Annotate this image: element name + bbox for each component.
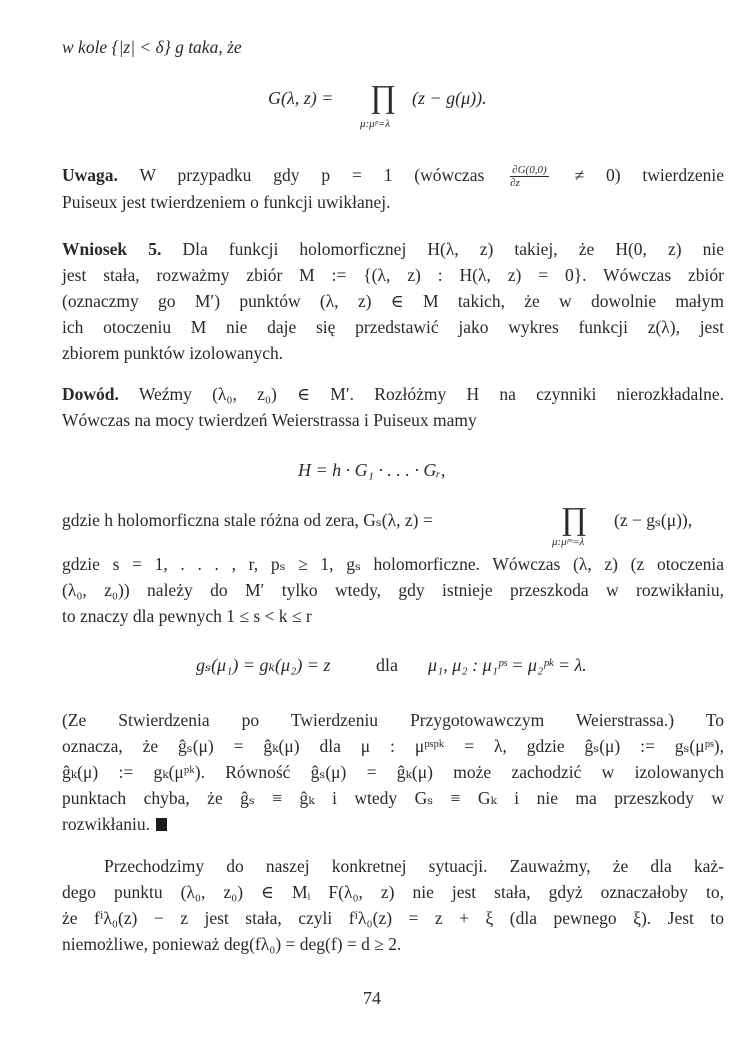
fraction-denominator: ∂z	[510, 177, 520, 190]
proof3-line-4: punktach chyba, że ĝₛ ≡ ĝₖ i wtedy Gₛ ≡ Gₖ i nie ma przeszkody w	[62, 788, 724, 808]
final-line-1: Przechodzimy do naszej konkretnej sytuacji. Zauważmy, że dla każ-	[104, 856, 724, 876]
proof2-product-subscript: μ:μᵖˢ=λ	[552, 536, 585, 548]
final-line-4: niemożliwe, ponieważ deg(fλ₀) = deg(f) = d ≥ 2.	[62, 934, 402, 954]
corollary-label: Wniosek 5.	[62, 239, 162, 259]
proof-text-1: Weźmy (λ₀, z₀) ∈ M′. Rozłóżmy H na czynniki nierozkładalne.	[138, 384, 724, 404]
remark-label: Uwaga.	[62, 165, 118, 185]
proof-label: Dowód.	[62, 384, 119, 404]
proof3-line-3: ĝₖ(μ) := gₖ(μᵖᵏ). Równość ĝₛ(μ) = ĝₖ(μ) może zachodzić w izolowanych	[62, 762, 724, 782]
corollary-text-1: Dla funkcji holomorficznej H(λ, z) takiej, że H(0, z) nie	[182, 239, 725, 259]
remark-line-2: Puiseux jest twierdzeniem o funkcji uwikłanej.	[62, 192, 391, 213]
proof2-paragraph	[62, 551, 724, 629]
corollary-line-5: zbiorem punktów izolowanych.	[62, 343, 284, 363]
equation-factorization: H = h · G₁ · . . . · Gᵣ,	[298, 460, 446, 480]
fraction-numerator: ∂G(0,0)	[512, 164, 547, 177]
proof3-text-5: rozwikłaniu.	[62, 814, 150, 834]
proof3-line-5	[62, 811, 724, 837]
remark-text-a: W przypadku gdy p = 1 (wówczas	[139, 165, 485, 185]
intro-paragraph	[62, 34, 724, 60]
proof3-line-2: oznacza, że ĝₛ(μ) = ĝₖ(μ) dla μ : μᵖˢᵖᵏ = λ, gdzie ĝₛ(μ) := gₛ(μᵖˢ),	[62, 736, 724, 756]
eq3-lhs: gₛ(μ₁) = gₖ(μ₂) = z	[196, 655, 331, 675]
proof2-product-symbol: ∏	[561, 500, 588, 536]
corollary-line-1	[62, 236, 724, 262]
final-line-2: dego punktu (λ₀, z₀) ∈ Mᵢ F(λ₀, z) nie jest stała, gdyż oznaczałoby to,	[62, 882, 724, 902]
intro-line: w kole {|z| < δ} g taka, że	[62, 37, 242, 57]
remark-line-1	[62, 162, 724, 189]
eq1-lhs: G(λ, z) =	[268, 88, 334, 108]
eq1-product-subscript: μ:μᵖ=λ	[360, 118, 391, 130]
proof2-line-1a: gdzie h holomorficzna stale różna od zera, Gₛ(λ, z) =	[62, 510, 433, 530]
corollary-line-2: jest stała, rozważmy zbiór M := {(λ, z) : H(λ, z) = 0}. Wówczas zbiór	[62, 265, 724, 285]
eq3-rhs: μ₁, μ₂ : μ₁ᵖˢ = μ₂ᵖᵏ = λ.	[428, 655, 587, 675]
proof-line-2: Wówczas na mocy twierdzeń Weierstrassa i Puiseux mamy	[62, 410, 477, 430]
remark-fraction	[510, 164, 548, 189]
remark-text-b: ≠ 0) twierdzenie	[574, 165, 725, 185]
final-line-3: że fⁱλ₀(z) − z jest stała, czyli fⁱλ₀(z) = z + ξ (dla pewnego ξ). Jest to	[62, 908, 724, 928]
corollary-line-3: (oznaczmy go M′) punktów (λ, z) ∈ M takich, że w dowolnie małym	[62, 291, 724, 311]
eq3-mid: dla	[376, 655, 398, 675]
remark-paragraph	[62, 162, 724, 215]
qed-square-icon	[156, 818, 167, 831]
proof-paragraph	[62, 381, 724, 433]
proof3-paragraph	[62, 707, 724, 837]
proof2-line-2: gdzie s = 1, . . . , r, pₛ ≥ 1, gₛ holomorficzne. Wówczas (λ, z) (z otoczenia	[62, 554, 724, 574]
page-number: 74	[363, 988, 381, 1008]
corollary-paragraph	[62, 236, 724, 366]
proof2-line-1b: (z − gₛ(μ)),	[614, 510, 693, 530]
final-paragraph	[62, 853, 724, 957]
eq1-product-symbol: ∏	[370, 78, 397, 114]
proof3-line-1: (Ze Stwierdzenia po Twierdzeniu Przygotowawczym Weierstrassa.) To	[62, 710, 724, 730]
proof-line-1	[62, 381, 724, 407]
corollary-line-4: ich otoczeniu M nie daje się przedstawić jako wykres funkcji z(λ), jest	[62, 317, 724, 337]
proof2-line-3: (λ₀, z₀)) należy do M′ tylko wtedy, gdy istnieje przeszkoda w rozwikłaniu,	[62, 580, 724, 600]
eq1-rhs: (z − g(μ)).	[412, 88, 487, 108]
proof2-line-4: to znaczy dla pewnych 1 ≤ s < k ≤ r	[62, 606, 312, 626]
